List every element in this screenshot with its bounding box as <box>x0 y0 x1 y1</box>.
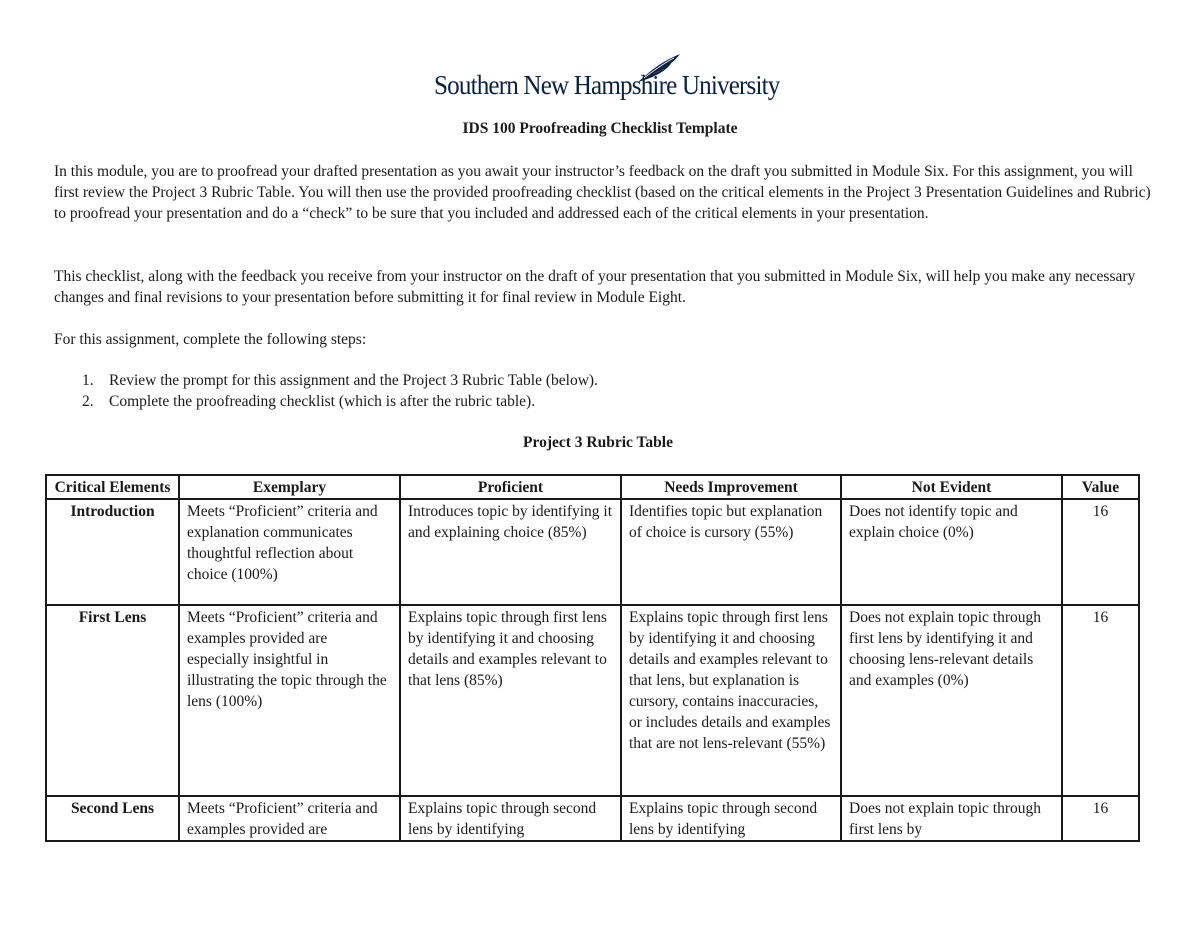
cell-element: First Lens <box>46 605 179 796</box>
list-item <box>54 391 598 412</box>
logo-wordmark: Southern New Hampshire University <box>434 70 780 100</box>
step-number: 2. <box>82 393 94 410</box>
cell-value: 16 <box>1062 499 1139 605</box>
cell-text: Meets “Proficient” criteria and examples provided are <box>187 800 378 838</box>
document-title: IDS 100 Proofreading Checklist Template <box>462 120 738 137</box>
cell-text: Second Lens <box>70 800 155 817</box>
cell-exemplary: Meets “Proficient” criteria and explanation communicates thoughtful reflection about choice (100%) <box>179 499 400 605</box>
cell-text: Explains topic through second lens by identifying <box>408 800 597 838</box>
table-title: Project 3 Rubric Table <box>523 434 673 451</box>
feather-icon <box>634 52 684 86</box>
cell-proficient <box>400 796 621 841</box>
table-row <box>46 796 1139 841</box>
table-row <box>46 499 1139 605</box>
steps-list <box>54 370 598 412</box>
steps-intro-paragraph: For this assignment, complete the following steps: <box>54 331 367 348</box>
step-number: 1. <box>82 372 94 389</box>
cell-element <box>46 796 179 841</box>
intro-paragraph: In this module, you are to proofread your drafted presentation as you await your instructor’s feedback on the draft you submitted in Module Six. For this assignment, you will first review the Project 3 Rubric Table. You will then use the provided proofreading checklist (based on the critical elements in the Project 3 Presentation Guidelines and Rubric) to proofread your presentation and do a “check” to be sure that you included and addressed each of the critical elements in your presentation. <box>54 163 1151 222</box>
header-critical-elements: Critical Elements <box>46 475 179 499</box>
step-text: Complete the proofreading checklist (which is after the rubric table). <box>109 393 536 410</box>
cell-not-evident <box>841 796 1062 841</box>
checklist-paragraph: This checklist, along with the feedback you receive from your instructor on the draft of your presentation that you submitted in Module Six, will help you make any necessary changes and final revisions to your presentation before submitting it for final review in Module Eight. <box>54 268 1136 306</box>
cell-proficient: Introduces topic by identifying it and explaining choice (85%) <box>400 499 621 605</box>
cell-needs-improvement <box>621 796 841 841</box>
cell-value <box>1062 796 1139 841</box>
step-text: Review the prompt for this assignment and the Project 3 Rubric Table (below). <box>109 372 598 389</box>
table-header-row <box>46 475 1139 499</box>
cell-proficient: Explains topic through first lens by identifying it and choosing details and examples relevant to that lens (85%) <box>400 605 621 796</box>
university-logo <box>434 52 780 104</box>
cell-exemplary <box>179 796 400 841</box>
header-not-evident: Not Evident <box>841 475 1062 499</box>
header-exemplary: Exemplary <box>179 475 400 499</box>
cell-not-evident: Does not explain topic through first lens by identifying it and choosing lens-relevant details and examples (0%) <box>841 605 1062 796</box>
header-proficient: Proficient <box>400 475 621 499</box>
cell-text: Does not explain topic through first lens by <box>849 800 1041 838</box>
table-row <box>46 605 1139 796</box>
rubric-table <box>45 474 1140 842</box>
list-item <box>54 370 598 391</box>
cell-needs-improvement: Identifies topic but explanation of choice is cursory (55%) <box>621 499 841 605</box>
cell-not-evident: Does not identify topic and explain choice (0%) <box>841 499 1062 605</box>
header-needs-improvement: Needs Improvement <box>621 475 841 499</box>
cell-exemplary: Meets “Proficient” criteria and examples provided are especially insightful in illustrating the topic through the lens (100%) <box>179 605 400 796</box>
header-value: Value <box>1062 475 1139 499</box>
cell-text: 16 <box>1092 800 1109 817</box>
cell-element: Introduction <box>46 499 179 605</box>
cell-text: Explains topic through second lens by identifying <box>629 800 818 838</box>
cell-value: 16 <box>1062 605 1139 796</box>
cell-needs-improvement: Explains topic through first lens by identifying it and choosing details and examples relevant to that lens, but explanation is cursory, contains inaccuracies, or includes details and examples that are not lens-relevant (55%) <box>621 605 841 796</box>
